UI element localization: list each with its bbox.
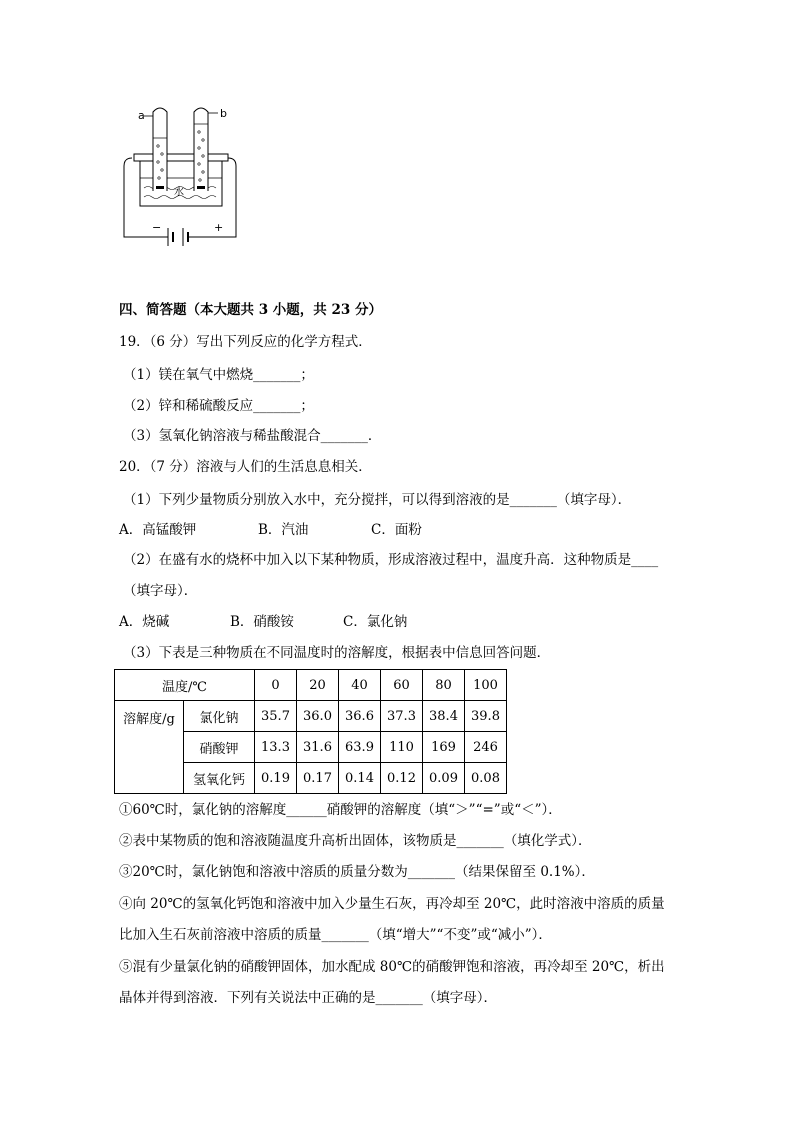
q19-item-2: （2）锌和稀硫酸反应_______； bbox=[123, 398, 314, 414]
value-cell: 246 bbox=[465, 732, 507, 763]
value-cell: 38.4 bbox=[423, 701, 465, 732]
q20-p2-option-c: C．氯化钠 bbox=[343, 614, 408, 630]
test-tube-b bbox=[194, 108, 208, 191]
q20-part2-line2: （填字母）． bbox=[123, 583, 198, 599]
value-cell: 36.0 bbox=[297, 701, 339, 732]
water-label: 水 bbox=[174, 187, 184, 198]
value-cell: 0.12 bbox=[381, 763, 423, 794]
value-cell: 0.09 bbox=[423, 763, 465, 794]
value-cell: 35.7 bbox=[255, 701, 297, 732]
table-header-row bbox=[115, 670, 507, 701]
value-cell: 63.9 bbox=[339, 732, 381, 763]
q20-sub2: ②表中某物质的饱和溶液随温度升高析出固体，该物质是_______（填化学式）． bbox=[119, 833, 592, 849]
value-cell: 36.6 bbox=[339, 701, 381, 732]
substance-name-cell: 硝酸钾 bbox=[184, 732, 255, 763]
plus-sign: + bbox=[214, 221, 224, 234]
q19-item-3: （3）氢氧化钠溶液与稀盐酸混合_______． bbox=[123, 428, 382, 444]
substance-name-cell: 氢氧化钙 bbox=[184, 763, 255, 794]
battery-icon bbox=[162, 228, 195, 246]
q20-sub5-line1: ⑤混有少量氯化钠的硝酸钾固体，加水配成 80℃的硝酸钾饱和溶液，再冷却至 20℃，析出 bbox=[119, 959, 665, 975]
q20-part3: （3）下表是三种物质在不同温度时的溶解度，根据表中信息回答问题． bbox=[123, 645, 551, 661]
value-cell: 110 bbox=[381, 732, 423, 763]
temp-cell: 20 bbox=[297, 670, 339, 701]
value-cell: 169 bbox=[423, 732, 465, 763]
value-cell: 0.19 bbox=[255, 763, 297, 794]
value-cell: 31.6 bbox=[297, 732, 339, 763]
q19-item-1: （1）镁在氧气中燃烧_______； bbox=[123, 367, 314, 383]
q20-stem: 20．（7 分）溶液与人们的生活息息相关． bbox=[119, 459, 372, 475]
q20-p2-option-b: B．硝酸铵 bbox=[230, 614, 294, 630]
q20-p2-option-a: A．烧碱 bbox=[119, 614, 170, 630]
q20-sub4-line2: 比加入生石灰前溶液中溶质的质量_______（填“增大”“不变”或“减小”）． bbox=[119, 927, 552, 943]
tube-label-a: a bbox=[138, 109, 145, 122]
q20-sub4-line1: ④向 20℃的氢氧化钙饱和溶液中加入少量生石灰，再冷却至 20℃，此时溶液中溶质的质量 bbox=[119, 896, 665, 912]
solubility-table bbox=[114, 669, 507, 794]
value-cell: 0.17 bbox=[297, 763, 339, 794]
q20-sub1: ①60℃时，氯化钠的溶解度______硝酸钾的溶解度（填“＞”“=”或“＜”）． bbox=[119, 802, 562, 818]
q20-p1-option-b: B．汽油 bbox=[258, 522, 309, 538]
q19-stem: 19．（6 分）写出下列反应的化学方程式． bbox=[119, 334, 372, 350]
minus-sign: − bbox=[152, 221, 162, 234]
temp-cell: 40 bbox=[339, 670, 381, 701]
substance-name-cell: 氯化钠 bbox=[184, 701, 255, 732]
section-title: 四、简答题（本大题共 3 小题，共 23 分） bbox=[119, 302, 382, 318]
temp-cell: 80 bbox=[423, 670, 465, 701]
temp-header-cell: 温度/℃ bbox=[115, 670, 255, 701]
q20-part2-line1: （2）在盛有水的烧杯中加入以下某种物质，形成溶液过程中，温度升高．这种物质是____ bbox=[123, 552, 659, 568]
q20-p1-option-a: A．高锰酸钾 bbox=[119, 522, 197, 538]
test-tube-a bbox=[153, 108, 167, 191]
value-cell: 37.3 bbox=[381, 701, 423, 732]
tube-label-b: b bbox=[220, 107, 227, 120]
q20-part1: （1）下列少量物质分别放入水中，充分搅拌，可以得到溶液的是_______（填字母）． bbox=[123, 492, 632, 508]
q20-sub5-line2: 晶体并得到溶液．下列有关说法中正确的是_______（填字母）． bbox=[119, 990, 497, 1006]
temp-cell: 0 bbox=[255, 670, 297, 701]
value-cell: 0.14 bbox=[339, 763, 381, 794]
q20-sub3: ③20℃时，氯化钠饱和溶液中溶质的质量分数为_______（结果保留至 0.1%）． bbox=[119, 864, 595, 880]
q20-p1-option-c: C．面粉 bbox=[371, 522, 422, 538]
value-cell: 39.8 bbox=[465, 701, 507, 732]
temp-cell: 100 bbox=[465, 670, 507, 701]
value-cell: 0.08 bbox=[465, 763, 507, 794]
solubility-group-label: 溶解度/g bbox=[115, 701, 184, 794]
temp-cell: 60 bbox=[381, 670, 423, 701]
electrolysis-apparatus-figure bbox=[110, 100, 250, 260]
table-row bbox=[115, 701, 507, 732]
value-cell: 13.3 bbox=[255, 732, 297, 763]
water-trough bbox=[134, 154, 228, 206]
